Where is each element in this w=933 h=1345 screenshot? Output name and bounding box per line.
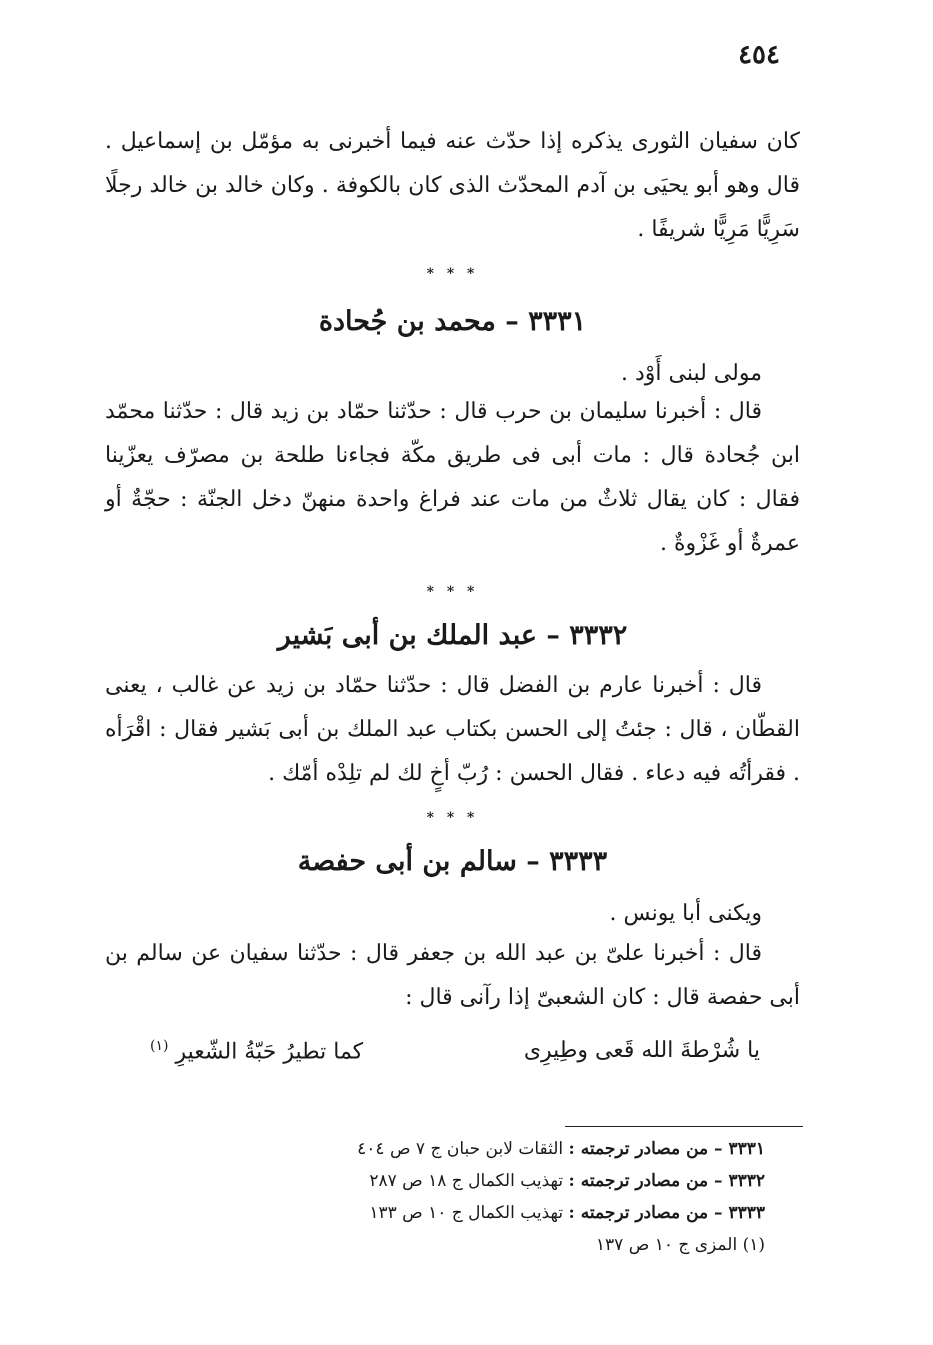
verse-second-hemistich xyxy=(150,1038,363,1064)
footnote-text: المزى ج ١٠ ص ١٣٧ xyxy=(595,1235,738,1255)
footnote-divider xyxy=(565,1126,803,1127)
footnote-label: ٣٣٣٣ – من مصادر ترجمته : xyxy=(568,1203,765,1223)
entry-subline-3331: مولى لبنى أَوْد . xyxy=(620,361,762,386)
footnote-label: ٣٣٣١ – من مصادر ترجمته : xyxy=(568,1139,765,1159)
footnote-3332 xyxy=(200,1166,765,1196)
page-number: ٤٥٤ xyxy=(738,40,780,70)
entry-body-3332: قال : أخبرنا عارم بن الفضل قال : حدّثنا حمّاد بن زيد عن غالب ، يعنى القطّان ، قال : جئتُ إلى الحسن بكتاب عبد الملك بن أبى بَشير فقال : اقْرَأه . فقرأتُه فيه دعاء . فقال الحسن : رُبّ أخٍ لك لم تلِدْه أمّك . xyxy=(105,673,800,786)
intro-paragraph: كان سفيان الثورى يذكره إذا حدّث عنه فيما أخبرنى به مؤمّل بن إسماعيل . قال وهو أبو يحيَى بن آدم المحدّث الذى كان بالكوفة . وكان خالد بن خالد رجلًا سَرِيًّا مَرِيًّا شريفًا . xyxy=(105,129,800,242)
footnote-label: (١) xyxy=(742,1235,765,1255)
entry-heading-3333: ٣٣٣٣ – سالم بن أبى حفصة xyxy=(297,846,608,877)
verse-first-hemistich: يا شُرْطةَ الله قَعى وطِيرِى xyxy=(523,1038,760,1063)
footnote-marker: (١) xyxy=(150,1038,169,1054)
footnote-text: تهذيب الكمال ج ١٠ ص ١٣٣ xyxy=(369,1203,564,1223)
entry-subline-3333: ويكنى أبا يونس . xyxy=(609,901,762,926)
footnote-3333 xyxy=(200,1198,765,1228)
entry-heading-3332: ٣٣٣٢ – عبد الملك بن أبى بَشير xyxy=(277,620,628,651)
entry-body-3333: قال : أخبرنا علىّ بن عبد الله بن جعفر قال : حدّثنا سفيان عن سالم بن أبى حفصة قال : كان الشعبىّ إذا رآنى قال : xyxy=(105,941,800,1010)
entry-heading-3331: ٣٣٣١ – محمد بن جُحادة xyxy=(318,306,587,337)
verse-second-text: كما تطيرُ حَبّةُ الشّعيرِ xyxy=(175,1039,364,1065)
entry-body-3331: قال : أخبرنا سليمان بن حرب قال : حدّثنا حمّاد بن زيد قال : حدّثنا محمّد ابن جُحادة قال : مات أبى فى طريق مكّة فجاءنا طلحة بن مصرّف يعزّينا فقال : كان يقال ثلاثٌ من مات عند فراغ واحدة منهنّ دخل الجنّة : حجّةٌ أو عمرةٌ أو غَزْوةٌ . xyxy=(105,399,800,556)
footnote-text: تهذيب الكمال ج ١٨ ص ٢٨٧ xyxy=(369,1171,564,1191)
poetry-verse xyxy=(150,1038,760,1064)
footnote-3331 xyxy=(200,1134,765,1164)
section-separator: * * * xyxy=(426,266,479,282)
footnote-label: ٣٣٣٢ – من مصادر ترجمته : xyxy=(568,1171,765,1191)
footnote-text: الثقات لابن حبان ج ٧ ص ٤٠٤ xyxy=(357,1139,564,1159)
footnote-1 xyxy=(200,1230,765,1260)
section-separator: * * * xyxy=(426,584,479,600)
section-separator: * * * xyxy=(426,810,479,826)
